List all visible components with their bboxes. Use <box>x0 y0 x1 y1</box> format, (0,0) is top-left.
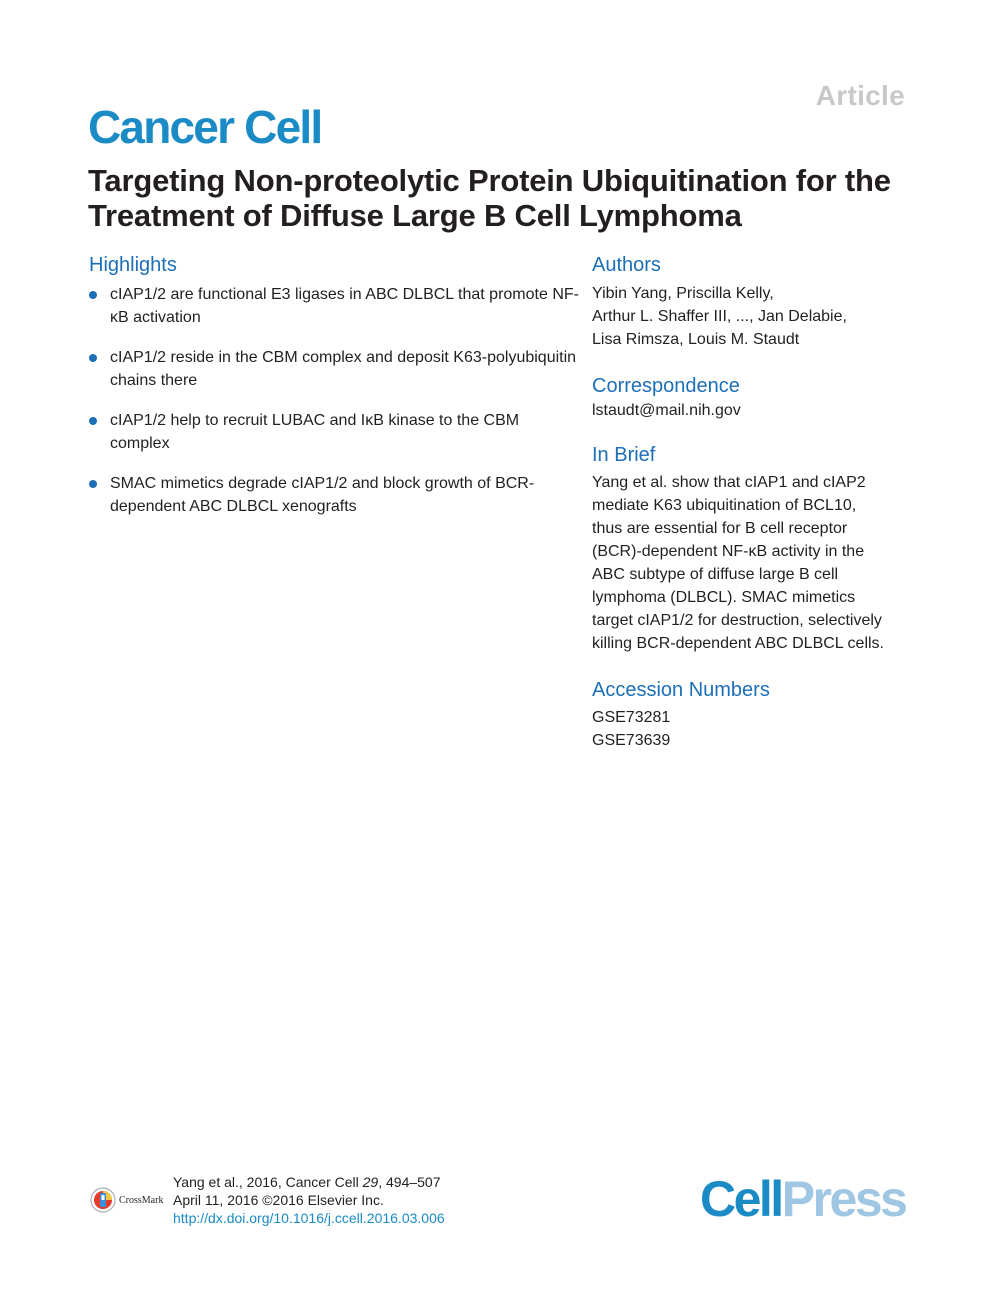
highlight-item: cIAP1/2 are functional E3 ligases in ABC DLBCL that promote NF-κB activation <box>89 283 579 329</box>
accession-number: GSE73639 <box>592 732 671 749</box>
citation-volume: 29 <box>362 1174 379 1190</box>
in-brief-heading: In Brief <box>592 444 656 466</box>
in-brief-line: (BCR)-dependent NF-κB activity in the <box>592 543 865 560</box>
highlights-heading: Highlights <box>89 254 177 276</box>
authors-list <box>592 282 922 351</box>
crossmark-badge[interactable] <box>90 1187 163 1213</box>
in-brief-line: mediate K63 ubiquitination of BCL10, <box>592 497 857 514</box>
article-title: Targeting Non-proteolytic Protein Ubiquitination for the Treatment of Diffuse Large B Cell Lymphoma <box>88 163 891 233</box>
correspondence-email[interactable]: lstaudt@mail.nih.gov <box>592 402 741 419</box>
authors-line: Lisa Rimsza, Louis M. Staudt <box>592 331 800 348</box>
citation-line-2: April 11, 2016 ©2016 Elsevier Inc. <box>173 1192 384 1208</box>
doi-link[interactable]: http://dx.doi.org/10.1016/j.ccell.2016.03.006 <box>173 1210 445 1226</box>
accession-number: GSE73281 <box>592 709 671 726</box>
highlight-item: cIAP1/2 help to recruit LUBAC and IκB kinase to the CBM complex <box>89 409 579 455</box>
crossmark-icon <box>90 1187 116 1213</box>
bullet-icon <box>89 354 97 362</box>
article-type-label: Article <box>815 80 905 111</box>
highlight-item: SMAC mimetics degrade cIAP1/2 and block growth of BCR-dependent ABC DLBCL xenografts <box>89 472 579 518</box>
journal-name: Cancer Cell <box>88 101 322 153</box>
accession-list <box>592 706 922 752</box>
bullet-icon <box>89 417 97 425</box>
authors-line: Yibin Yang, Priscilla Kelly, <box>592 285 774 302</box>
in-brief-text <box>592 471 910 655</box>
crossmark-label: CrossMark <box>119 1194 164 1206</box>
bullet-icon <box>89 291 97 299</box>
in-brief-line: Yang et al. show that cIAP1 and cIAP2 <box>592 474 866 491</box>
authors-line: Arthur L. Shaffer III, ..., Jan Delabie, <box>592 308 847 325</box>
cellpress-logo: CellPress <box>700 1171 906 1227</box>
in-brief-line: thus are essential for B cell receptor <box>592 520 848 537</box>
citation-block <box>173 1173 445 1227</box>
correspondence-heading: Correspondence <box>592 375 740 397</box>
bullet-icon <box>89 480 97 488</box>
in-brief-line: ABC subtype of diffuse large B cell <box>592 566 839 583</box>
accession-heading: Accession Numbers <box>592 679 770 701</box>
authors-heading: Authors <box>592 254 661 276</box>
highlight-item: cIAP1/2 reside in the CBM complex and deposit K63-polyubiquitin chains there <box>89 346 579 392</box>
in-brief-line: target cIAP1/2 for destruction, selectively <box>592 612 882 629</box>
highlights-list <box>89 283 579 535</box>
citation-line-1: Yang et al., 2016, Cancer Cell 29, 494–507 <box>173 1174 441 1190</box>
in-brief-line: lymphoma (DLBCL). SMAC mimetics <box>592 589 856 606</box>
in-brief-line: killing BCR-dependent ABC DLBCL cells. <box>592 635 884 652</box>
